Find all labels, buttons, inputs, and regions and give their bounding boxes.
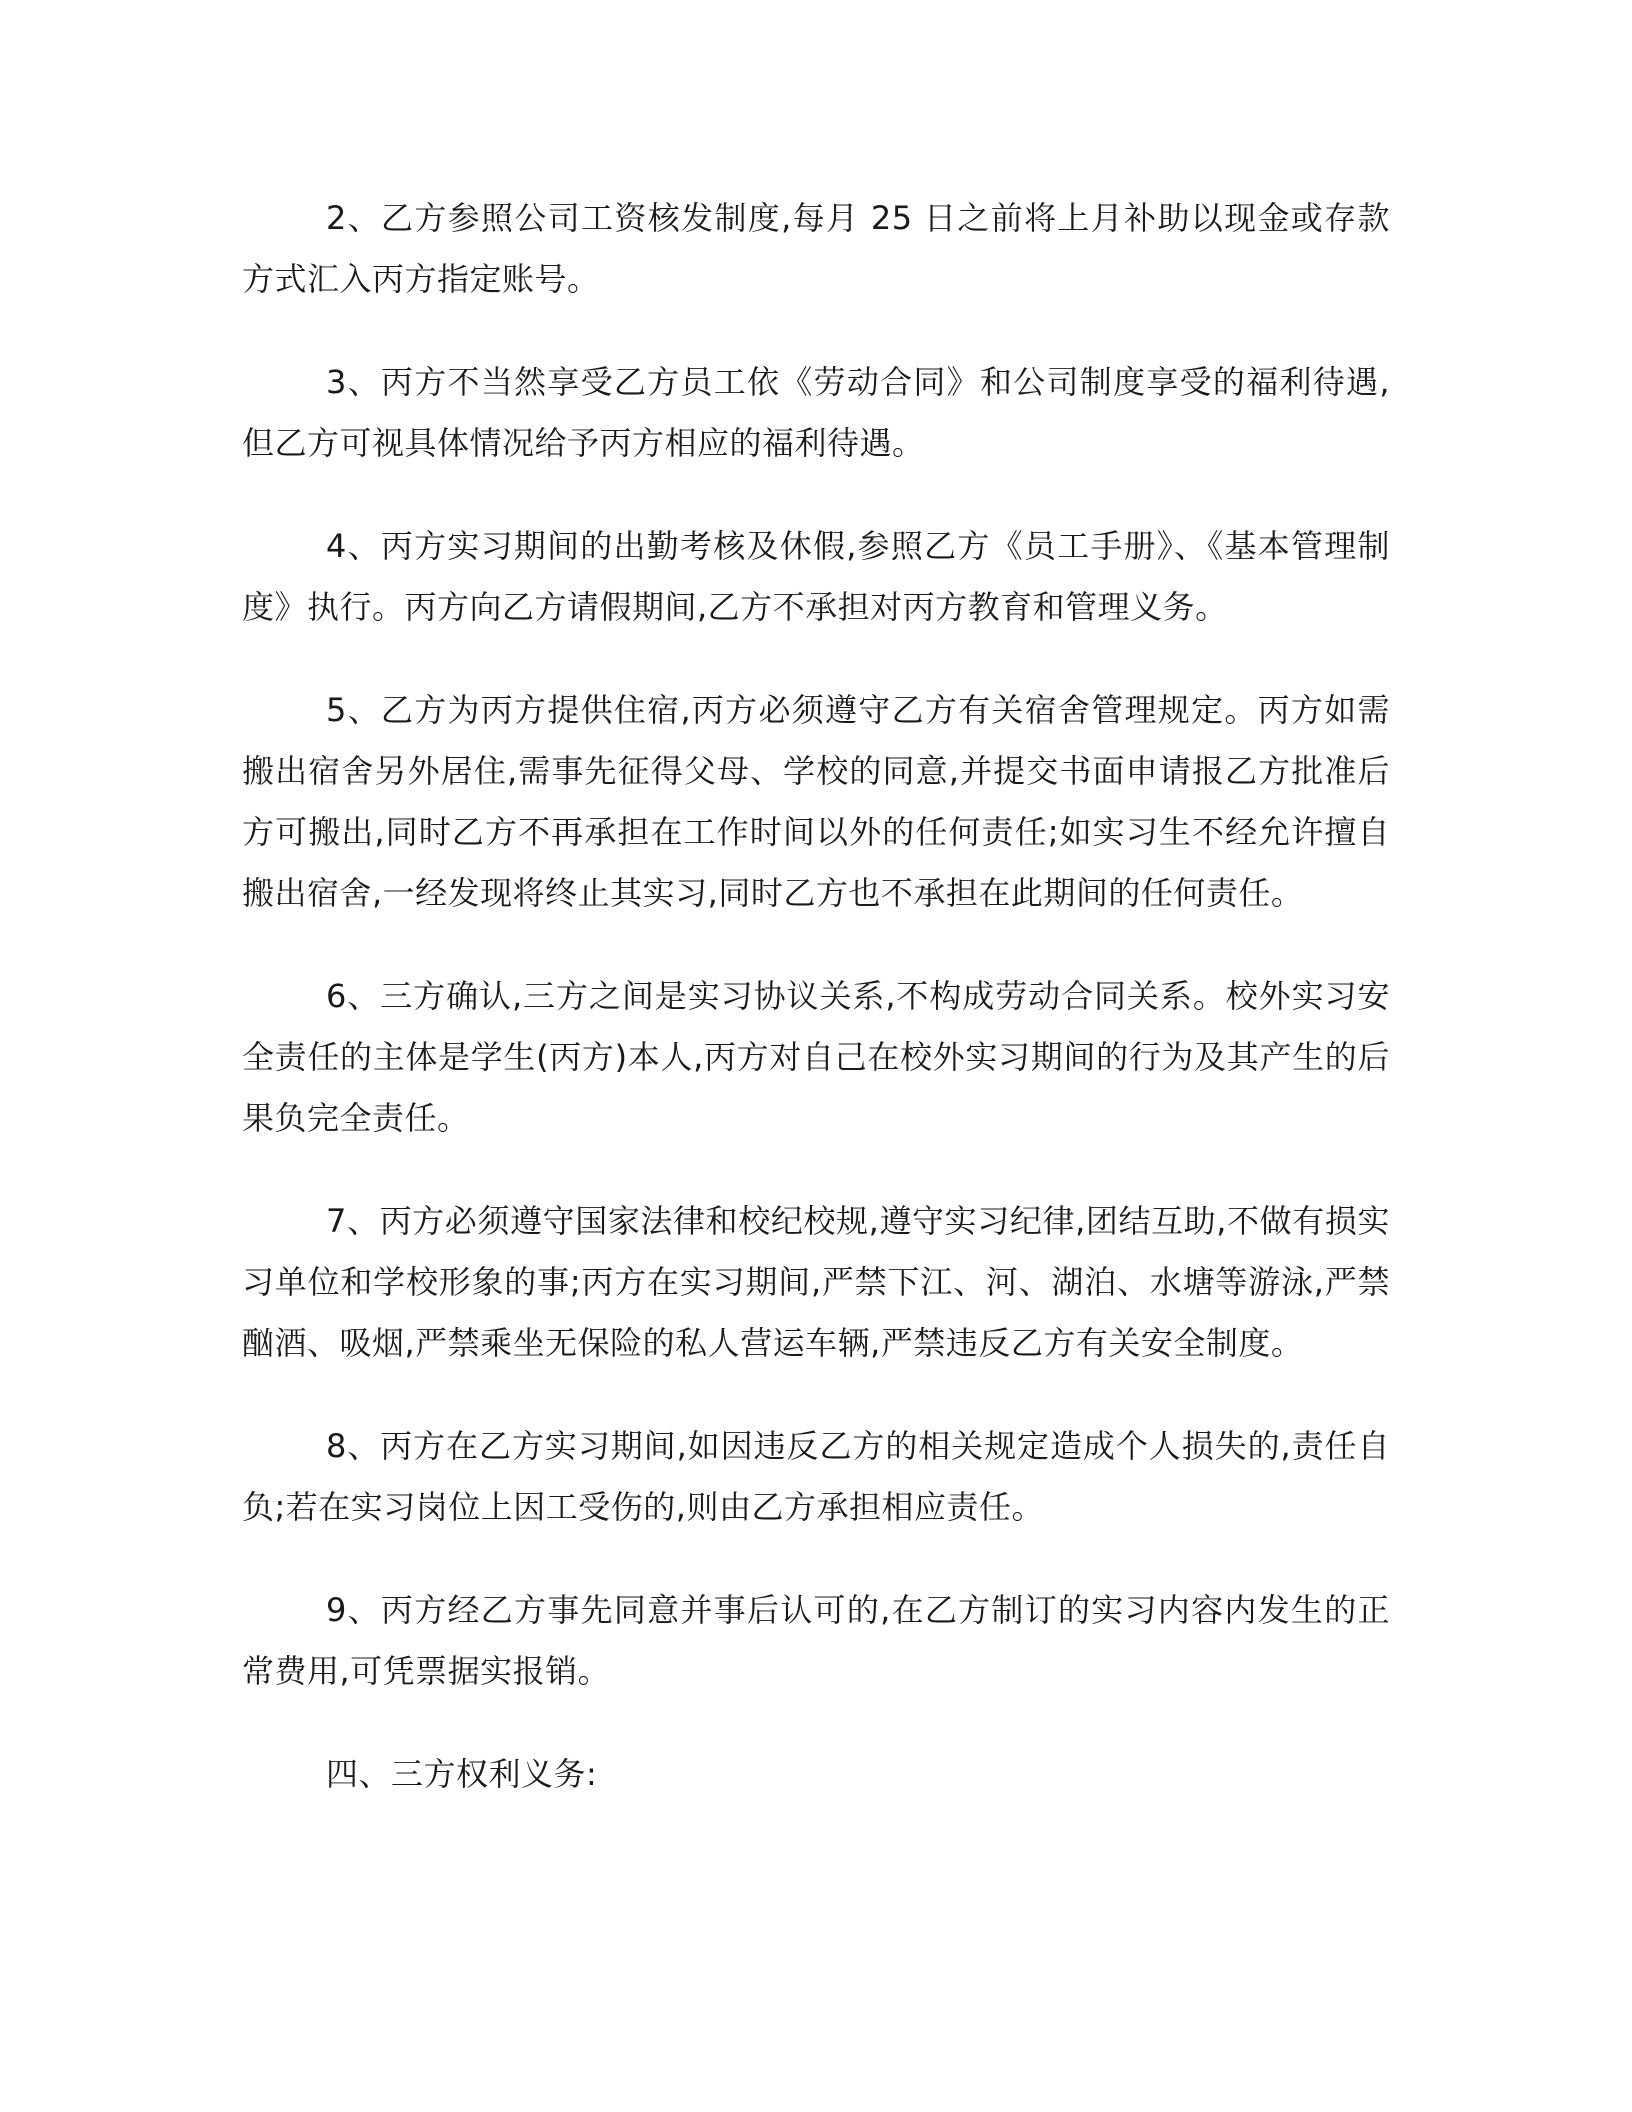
clause-8: 8、丙方在乙方实习期间,如因违反乙方的相关规定造成个人损失的,责任自负;若在实习岗位上因工受伤的,则由乙方承担相应责任。 <box>242 1427 1390 1526</box>
clause-2: 2、乙方参照公司工资核发制度,每月 25 日之前将上月补助以现金或存款方式汇入丙方指定账号。 <box>242 199 1390 298</box>
clause-5: 5、乙方为丙方提供住宿,丙方必须遵守乙方有关宿舍管理规定。丙方如需搬出宿舍另外居住,需事先征得父母、学校的同意,并提交书面申请报乙方批准后方可搬出,同时乙方不再承担在工作时间以外的任何责任;如实习生不经允许擅自搬出宿舍,一经发现将终止其实习,同时乙方也不承担在此期间的任何责任。 <box>242 691 1390 912</box>
clause-6: 6、三方确认,三方之间是实习协议关系,不构成劳动合同关系。校外实习安全责任的主体是学生(丙方)本人,丙方对自己在校外实习期间的行为及其产生的后果负完全责任。 <box>242 977 1390 1137</box>
document-body <box>242 188 1390 1847</box>
section-heading: 四、三方权利义务: <box>326 1755 598 1793</box>
clause-3: 3、丙方不当然享受乙方员工依《劳动合同》和公司制度享受的福利待遇,但乙方可视具体情况给予丙方相应的福利待遇。 <box>242 363 1390 462</box>
clause-4: 4、丙方实习期间的出勤考核及休假,参照乙方《员工手册》、《基本管理制度》执行。丙方向乙方请假期间,乙方不承担对丙方教育和管理义务。 <box>242 527 1390 626</box>
clause-9: 9、丙方经乙方事先同意并事后认可的,在乙方制订的实习内容内发生的正常费用,可凭票据实报销。 <box>242 1591 1390 1690</box>
clause-7: 7、丙方必须遵守国家法律和校纪校规,遵守实习纪律,团结互助,不做有损实习单位和学校形象的事;丙方在实习期间,严禁下江、河、湖泊、水塘等游泳,严禁酗酒、吸烟,严禁乘坐无保险的私人营运车辆,严禁违反乙方有关安全制度。 <box>242 1202 1390 1362</box>
